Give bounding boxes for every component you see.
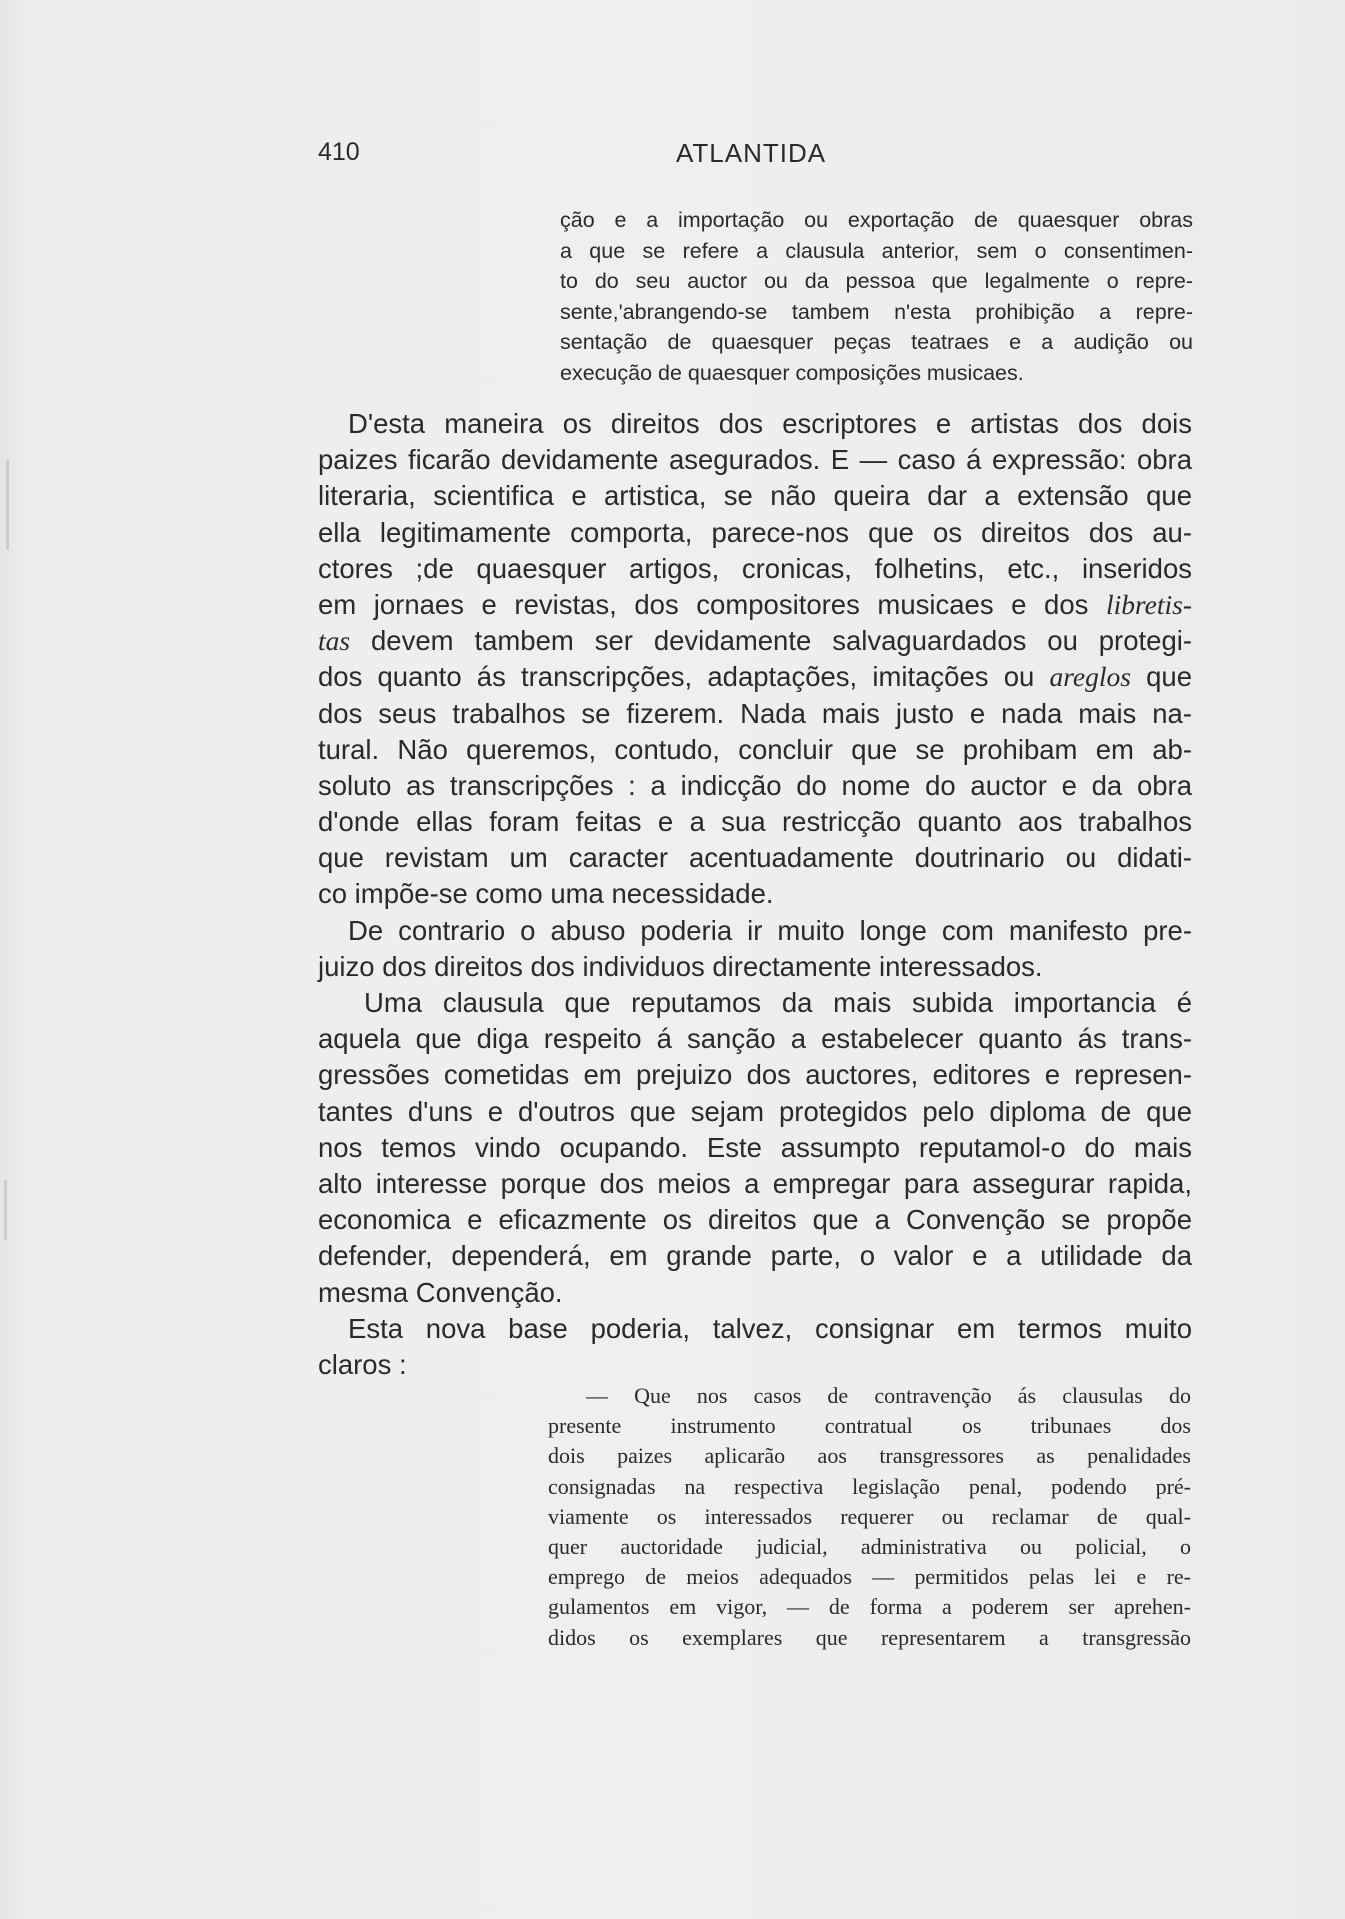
clause-line: didos os exemplares que representarem a transgressão [548, 1624, 1191, 1650]
italic-word: areglos [1049, 661, 1131, 693]
body-line: mesma Convenção. [318, 1276, 563, 1308]
running-title: ATLANTIDA [676, 138, 827, 168]
body-line: Uma clausula que reputamos da mais subida importancia é [364, 987, 1192, 1018]
body-line: soluto as transcripções : a indicção do nome do auctor e da obra [318, 769, 1192, 801]
body-text [318, 406, 1192, 1383]
page-edge-mark [6, 460, 9, 550]
body-line: economica e eficazmente os direitos que a Convenção se propõe [318, 1204, 1192, 1236]
body-line: nos temos vindo ocupando. Este assumpto reputamol-o do mais [318, 1131, 1192, 1163]
body-line: literaria, scientifica e artistica, se não queira dar a extensão que [318, 480, 1192, 512]
clause-line: — Que nos casos de contravenção ás clausulas do [586, 1383, 1191, 1408]
body-line-text: devem tambem ser devidamente salvaguardados ou protegi- [371, 625, 1193, 657]
body-line: D'esta maneira os direitos dos escriptores e artistas dos dois [348, 408, 1192, 439]
body-line-text: dos quanto ás transcripções, adaptações, imitações ou [318, 661, 1035, 693]
italic-word: libretis- [1105, 588, 1192, 620]
clause-line: emprego de meios adequados — permitidos pelas lei e re- [548, 1564, 1191, 1590]
proposed-clause [548, 1381, 1191, 1653]
body-line-text: que [1146, 661, 1192, 693]
body-line: claros : [318, 1348, 407, 1380]
body-line-text: em jornaes e revistas, dos compositores musicaes e dos [318, 588, 1089, 620]
body-line: gressões cometidas em prejuizo dos auctores, editores e represen- [318, 1059, 1192, 1091]
page-header [318, 138, 1198, 174]
italic-word: tas [318, 625, 351, 657]
quote-line: to do seu auctor ou da pessoa que legalmente o repre- [560, 269, 1193, 293]
body-line [318, 659, 1192, 695]
quote-line: sente,'abrangendo-se tambem n'esta prohibição a repre- [560, 299, 1193, 324]
body-line: paizes ficarão devidamente asegurados. E — caso á expressão: obra [318, 444, 1192, 476]
body-line: co impõe-se como uma necessidade. [318, 878, 774, 910]
body-line: ella legitimamente comporta, parece-nos que os direitos dos au- [318, 516, 1192, 548]
body-line: tural. Não queremos, contudo, concluir que se prohibam em ab- [318, 733, 1192, 765]
body-line: juizo dos direitos dos individuos directamente interessados. [318, 950, 1043, 982]
clause-line: gulamentos em vigor, — de forma a poderem ser aprehen- [548, 1594, 1191, 1620]
clause-line: quer auctoridade judicial, administrativa ou policial, o [548, 1533, 1191, 1559]
body-line: De contrario o abuso poderia ir muito longe com manifesto pre- [348, 914, 1192, 946]
clause-line: dois paizes aplicarão aos transgressores as penalidades [548, 1443, 1191, 1469]
body-line: que revistam um caracter acentuadamente doutrinario ou didati- [318, 842, 1192, 874]
body-line: ctores ;de quaesquer artigos, cronicas, folhetins, etc., inseridos [318, 552, 1192, 584]
body-line [318, 587, 1192, 623]
quote-line: sentação de quaesquer peças teatraes e a audição ou [560, 330, 1193, 354]
page-edge-mark [4, 1180, 7, 1240]
body-line: tantes d'uns e d'outros que sejam protegidos pelo diploma de que [318, 1095, 1192, 1127]
clause-line: viamente os interessados requerer ou reclamar de qual- [548, 1503, 1191, 1529]
body-line: defender, dependerá, em grande parte, o valor e a utilidade da [318, 1240, 1192, 1272]
clause-line: presente instrumento contratual os tribunaes dos [548, 1413, 1191, 1439]
quote-line: a que se refere a clausula anterior, sem o consentimen- [560, 238, 1193, 263]
clause-line: consignadas na respectiva legislação penal, podendo pré- [548, 1473, 1191, 1499]
quoted-clause [560, 205, 1193, 388]
body-line: alto interesse porque dos meios a empregar para assegurar rapida, [318, 1167, 1192, 1199]
body-line: aquela que diga respeito á sanção a estabelecer quanto ás trans- [318, 1023, 1192, 1055]
body-line: Esta nova base poderia, talvez, consignar em termos muito [348, 1312, 1192, 1344]
page-number: 410 [318, 138, 360, 166]
body-line: dos seus trabalhos se fizerem. Nada mais justo e nada mais na- [318, 697, 1192, 729]
body-line [318, 623, 1192, 659]
quote-line: ção e a importação ou exportação de quaesquer obras [560, 208, 1193, 232]
body-line: d'onde ellas foram feitas e a sua restricção quanto aos trabalhos [318, 806, 1192, 838]
quote-line: execução de quaesquer composições musicaes. [560, 360, 1024, 385]
